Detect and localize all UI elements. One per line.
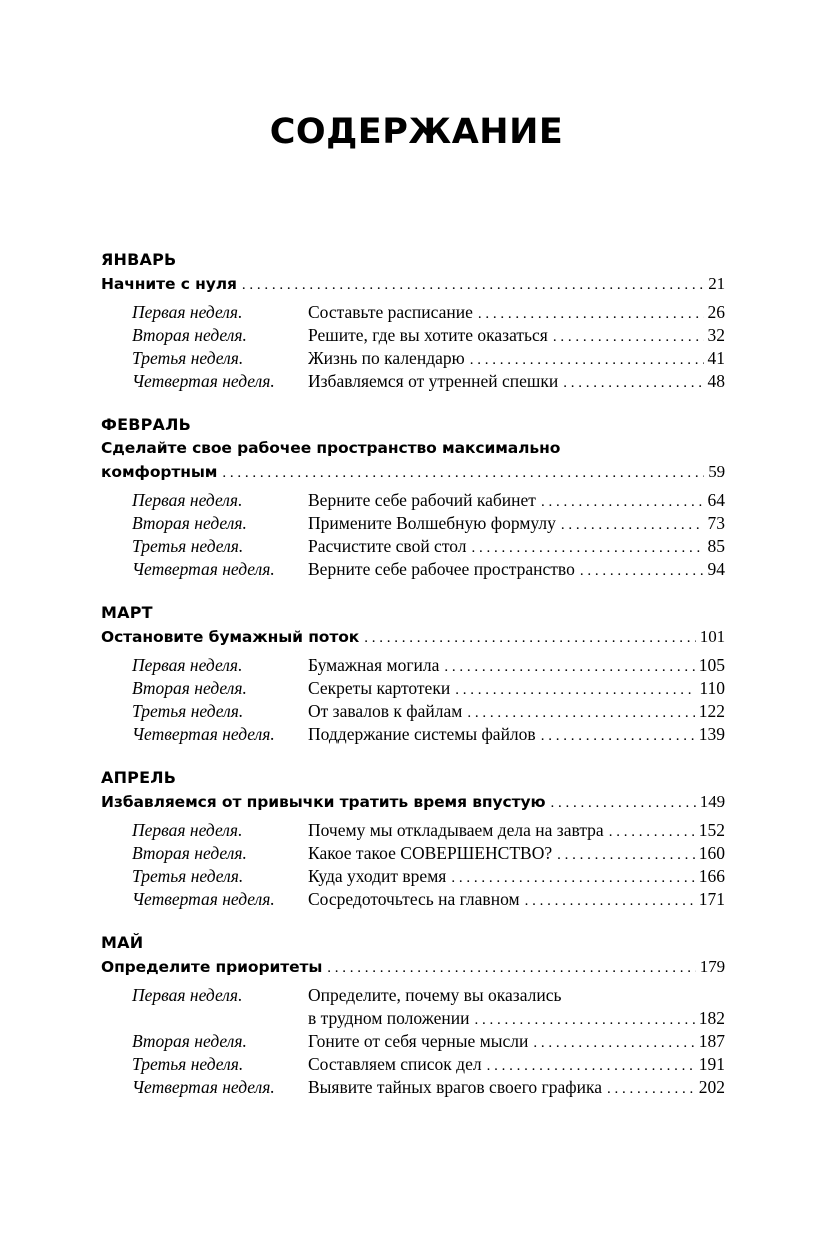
week-entry[interactable] bbox=[101, 558, 725, 581]
table-of-contents bbox=[101, 247, 725, 1118]
month-heading: МАЙ bbox=[101, 933, 144, 952]
week-label: Первая неделя. bbox=[132, 490, 243, 510]
page-number: 105 bbox=[698, 655, 725, 675]
week-entry[interactable] bbox=[101, 1076, 725, 1099]
week-title: От завалов к файлам bbox=[308, 701, 463, 721]
month-section bbox=[101, 765, 725, 911]
week-row bbox=[132, 1007, 725, 1030]
week-row bbox=[132, 865, 725, 888]
dot-leader bbox=[541, 491, 704, 514]
week-row bbox=[132, 489, 725, 512]
week-title: Решите, где вы хотите оказаться bbox=[308, 325, 548, 345]
week-entry[interactable] bbox=[101, 723, 725, 746]
week-entry[interactable] bbox=[101, 324, 725, 347]
week-label: Первая неделя. bbox=[132, 820, 243, 840]
week-row bbox=[132, 1076, 725, 1099]
chapter-title: комфортным bbox=[101, 463, 218, 481]
dot-leader bbox=[467, 702, 694, 725]
week-title: Расчистите свой стол bbox=[308, 536, 467, 556]
week-title: Гоните от себя черные мысли bbox=[308, 1031, 529, 1051]
week-row bbox=[132, 370, 725, 393]
dot-leader bbox=[327, 957, 696, 980]
dot-leader bbox=[563, 372, 703, 395]
chapter-title-row bbox=[101, 625, 725, 648]
page-number: 85 bbox=[707, 536, 725, 556]
dot-leader bbox=[561, 514, 704, 537]
week-title: Секреты картотеки bbox=[308, 678, 451, 698]
page-number: 101 bbox=[699, 627, 725, 646]
dot-leader bbox=[455, 679, 695, 702]
chapter-entry[interactable] bbox=[101, 955, 725, 978]
chapter-title-row bbox=[101, 272, 725, 295]
dot-leader bbox=[607, 1078, 695, 1101]
month-section bbox=[101, 930, 725, 1099]
week-row bbox=[132, 1030, 725, 1053]
week-entry[interactable] bbox=[101, 301, 725, 324]
week-entry[interactable] bbox=[101, 1030, 725, 1053]
page-number: 94 bbox=[707, 559, 725, 579]
page-number: 182 bbox=[698, 1008, 725, 1028]
week-entry[interactable] bbox=[101, 347, 725, 370]
month-heading: МАРТ bbox=[101, 603, 153, 622]
week-title: Почему мы откладываем дела на завтра bbox=[308, 820, 604, 840]
dot-leader bbox=[474, 1009, 694, 1032]
week-row bbox=[132, 301, 725, 324]
page-number: 202 bbox=[698, 1077, 725, 1097]
week-row bbox=[132, 700, 725, 723]
week-entry[interactable] bbox=[101, 677, 725, 700]
page-number: 122 bbox=[698, 701, 725, 721]
dot-leader bbox=[472, 537, 704, 560]
week-entry[interactable] bbox=[101, 489, 725, 512]
page-number: 191 bbox=[698, 1054, 725, 1074]
week-row bbox=[132, 1053, 725, 1076]
week-label: Третья неделя. bbox=[132, 348, 244, 368]
dot-leader bbox=[541, 725, 695, 748]
week-title: Верните себе рабочее пространство bbox=[308, 559, 575, 579]
page-number: 179 bbox=[699, 957, 725, 976]
dot-leader bbox=[551, 792, 696, 815]
chapter-title: Избавляемся от привычки тратить время впустую bbox=[101, 793, 546, 811]
week-label: Первая неделя. bbox=[132, 655, 243, 675]
dot-leader bbox=[470, 349, 704, 372]
week-label: Четвертая неделя. bbox=[132, 559, 275, 579]
month-heading: АПРЕЛЬ bbox=[101, 768, 177, 787]
week-title: Жизнь по календарю bbox=[308, 348, 465, 368]
page-number: 41 bbox=[707, 348, 725, 368]
week-row bbox=[132, 324, 725, 347]
week-row bbox=[132, 512, 725, 535]
chapter-title: Остановите бумажный поток bbox=[101, 628, 360, 646]
chapter-entry[interactable] bbox=[101, 625, 725, 648]
page-number: 149 bbox=[699, 792, 725, 811]
chapter-entry[interactable] bbox=[101, 790, 725, 813]
dot-leader bbox=[525, 890, 695, 913]
week-label: Вторая неделя. bbox=[132, 325, 247, 345]
page-number: 160 bbox=[698, 843, 725, 863]
week-label: Третья неделя. bbox=[132, 536, 244, 556]
chapter-title-row bbox=[101, 460, 725, 483]
chapter-title-row bbox=[101, 955, 725, 978]
week-label: Третья неделя. bbox=[132, 866, 244, 886]
chapter-entry[interactable] bbox=[101, 272, 725, 295]
week-label: Четвертая неделя. bbox=[132, 371, 275, 391]
week-title: Составляем список дел bbox=[308, 1054, 482, 1074]
dot-leader bbox=[222, 462, 704, 485]
week-entry[interactable] bbox=[101, 535, 725, 558]
week-title: Верните себе рабочий кабинет bbox=[308, 490, 536, 510]
page-number: 166 bbox=[698, 866, 725, 886]
week-row bbox=[132, 842, 725, 865]
chapter-entry[interactable] bbox=[101, 437, 725, 483]
week-entry[interactable] bbox=[101, 370, 725, 393]
week-label: Вторая неделя. bbox=[132, 678, 247, 698]
chapter-title-line: Сделайте свое рабочее пространство максимально bbox=[101, 439, 561, 457]
week-title: Поддержание системы файлов bbox=[308, 724, 536, 744]
week-row bbox=[132, 535, 725, 558]
week-label: Первая неделя. bbox=[132, 302, 243, 322]
week-row bbox=[132, 723, 725, 746]
week-row bbox=[132, 558, 725, 581]
week-row bbox=[132, 654, 725, 677]
week-entry[interactable] bbox=[101, 654, 725, 677]
week-entry[interactable] bbox=[101, 1053, 725, 1076]
week-entry[interactable] bbox=[101, 700, 725, 723]
week-title: Куда уходит время bbox=[308, 866, 447, 886]
dot-leader bbox=[609, 821, 695, 844]
week-entry[interactable] bbox=[101, 842, 725, 865]
week-entry[interactable] bbox=[101, 984, 725, 1030]
dot-leader bbox=[242, 274, 704, 297]
dot-leader bbox=[533, 1032, 694, 1055]
dot-leader bbox=[557, 844, 695, 867]
week-title: в трудном положении bbox=[308, 1008, 470, 1028]
dot-leader bbox=[451, 867, 694, 890]
dot-leader bbox=[487, 1055, 695, 1078]
week-row bbox=[132, 819, 725, 842]
week-title: Выявите тайных врагов своего графика bbox=[308, 1077, 602, 1097]
week-entry[interactable] bbox=[101, 888, 725, 911]
week-label: Третья неделя. bbox=[132, 701, 244, 721]
week-title: Определите, почему вы оказались bbox=[308, 985, 562, 1005]
month-heading: ФЕВРАЛЬ bbox=[101, 415, 191, 434]
week-label: Третья неделя. bbox=[132, 1054, 244, 1074]
week-entry[interactable] bbox=[101, 512, 725, 535]
page-number: 32 bbox=[707, 325, 725, 345]
chapter-title: Начните с нуля bbox=[101, 275, 237, 293]
week-label: Вторая неделя. bbox=[132, 513, 247, 533]
week-title: Какое такое СОВЕРШЕНСТВО? bbox=[308, 843, 553, 863]
week-label: Четвертая неделя. bbox=[132, 724, 275, 744]
dot-leader bbox=[553, 326, 704, 349]
week-title: Бумажная могила bbox=[308, 655, 440, 675]
week-row bbox=[132, 888, 725, 911]
month-section bbox=[101, 600, 725, 746]
page-number: 171 bbox=[698, 889, 725, 909]
week-label: Вторая неделя. bbox=[132, 1031, 247, 1051]
page-number: 139 bbox=[698, 724, 725, 744]
week-title: Примените Волшебную формулу bbox=[308, 513, 556, 533]
month-heading: ЯНВАРЬ bbox=[101, 250, 177, 269]
week-title: Сосредоточьтесь на главном bbox=[308, 889, 520, 909]
week-row bbox=[132, 677, 725, 700]
week-label: Первая неделя. bbox=[132, 985, 243, 1005]
page-number: 48 bbox=[707, 371, 725, 391]
week-row bbox=[132, 347, 725, 370]
week-label: Четвертая неделя. bbox=[132, 889, 275, 909]
page-number: 152 bbox=[698, 820, 725, 840]
chapter-title: Определите приоритеты bbox=[101, 958, 323, 976]
month-section bbox=[101, 412, 725, 581]
page-number: 187 bbox=[698, 1031, 725, 1051]
week-title: Избавляемся от утренней спешки bbox=[308, 371, 559, 391]
week-label: Вторая неделя. bbox=[132, 843, 247, 863]
page-title: СОДЕРЖАНИЕ bbox=[269, 112, 564, 152]
week-row bbox=[132, 984, 725, 1007]
dot-leader bbox=[478, 303, 704, 326]
page-number: 73 bbox=[707, 513, 725, 533]
week-title: Составьте расписание bbox=[308, 302, 473, 322]
page-number: 59 bbox=[708, 462, 725, 481]
month-section bbox=[101, 247, 725, 393]
week-entry[interactable] bbox=[101, 819, 725, 842]
dot-leader bbox=[444, 656, 694, 679]
dot-leader bbox=[580, 560, 704, 583]
week-entry[interactable] bbox=[101, 865, 725, 888]
page-number: 21 bbox=[708, 274, 725, 293]
page-number: 64 bbox=[707, 490, 725, 510]
dot-leader bbox=[364, 627, 696, 650]
page-number: 26 bbox=[707, 302, 725, 322]
page-number: 110 bbox=[699, 678, 725, 698]
week-label: Четвертая неделя. bbox=[132, 1077, 275, 1097]
chapter-title-row bbox=[101, 790, 725, 813]
